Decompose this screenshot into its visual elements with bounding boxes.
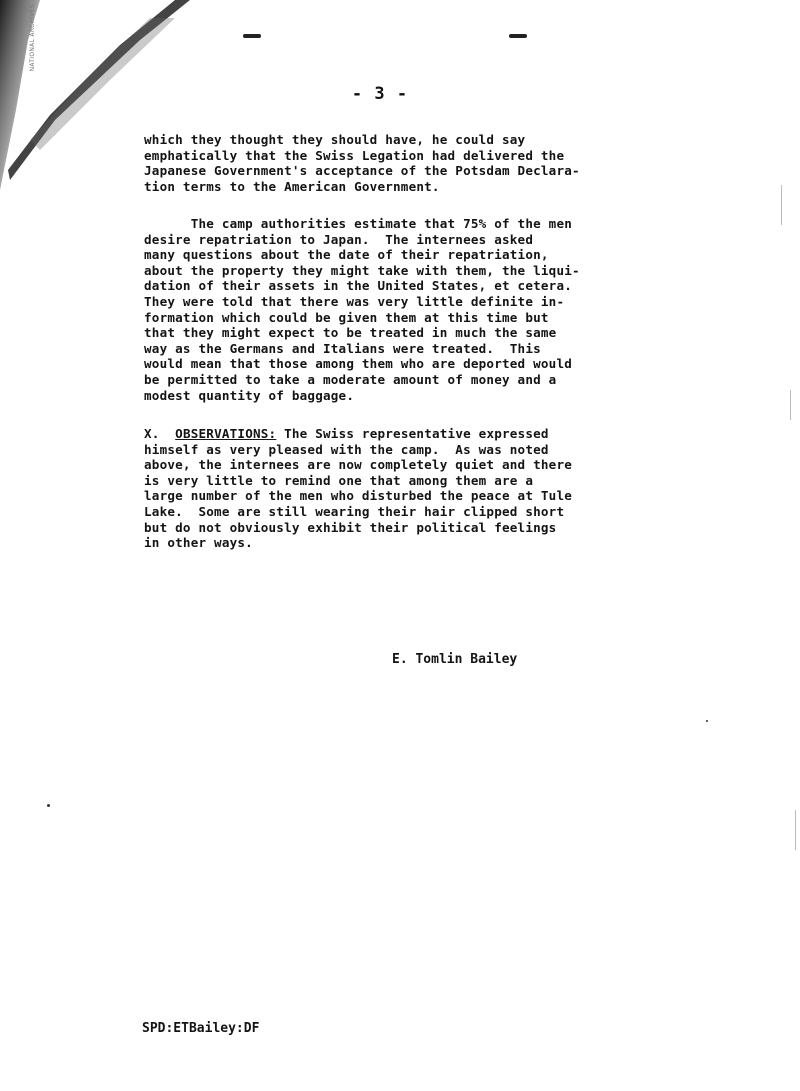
text-line: about the property they might take with them, the liqui- — [144, 262, 580, 278]
scan-edge-mark — [795, 810, 796, 850]
paragraph-1 — [144, 132, 704, 194]
text-line: Japanese Government's acceptance of the Potsdam Declara- — [144, 163, 580, 179]
text-line: modest quantity of baggage. — [144, 387, 355, 403]
text-line — [144, 426, 704, 442]
text-line: many questions about the date of their repatriation, — [144, 247, 549, 263]
paragraph-3-observations — [144, 426, 704, 551]
text-line: that they might expect to be treated in much the same — [144, 325, 557, 341]
text-line: desire repatriation to Japan. The internees asked — [144, 231, 534, 247]
text-line-rest: The Swiss representative expressed — [276, 426, 549, 441]
punch-mark-right — [509, 34, 527, 38]
text-line: in other ways. — [144, 535, 253, 551]
text-line: tion terms to the American Government. — [144, 178, 440, 194]
text-line: be permitted to take a moderate amount of money and a — [144, 371, 557, 387]
text-line: The camp authorities estimate that 75% of the men — [144, 216, 573, 231]
signature: E. Tomlin Bailey — [392, 652, 518, 667]
text-line: above, the internees are now completely quiet and there — [144, 457, 573, 473]
reference-initials: SPD:ETBailey:DF — [142, 1021, 260, 1036]
text-line: They were told that there was very little definite in- — [144, 293, 565, 309]
text-line: Lake. Some are still wearing their hair clipped short — [144, 503, 565, 519]
text-line: formation which could be given them at this time but — [144, 309, 549, 325]
text-line: himself as very pleased with the camp. As was noted — [144, 441, 549, 457]
archive-stamp: NATIONAL ARCHIVES — [29, 4, 36, 72]
scan-edge-mark — [781, 185, 782, 225]
text-line: but do not obviously exhibit their political feelings — [144, 519, 557, 535]
punch-mark-left — [243, 34, 261, 38]
text-line: emphatically that the Swiss Legation had delivered the — [144, 147, 565, 163]
text-line: way as the Germans and Italians were treated. This — [144, 340, 541, 356]
paragraph-2 — [144, 216, 704, 403]
scan-speck — [47, 804, 50, 807]
text-line: is very little to remind one that among them are a — [144, 472, 534, 488]
section-heading: OBSERVATIONS: — [175, 426, 277, 441]
scan-edge-mark — [790, 390, 791, 420]
section-number: X. — [144, 426, 160, 441]
text-line: would mean that those among them who are deported would — [144, 356, 573, 372]
scan-speck — [706, 720, 708, 722]
text-line: which they thought they should have, he could say — [144, 132, 526, 147]
page-number: - 3 - — [351, 84, 409, 104]
text-line: dation of their assets in the United States, et cetera. — [144, 278, 573, 294]
text-line: large number of the men who disturbed the peace at Tule — [144, 488, 573, 504]
